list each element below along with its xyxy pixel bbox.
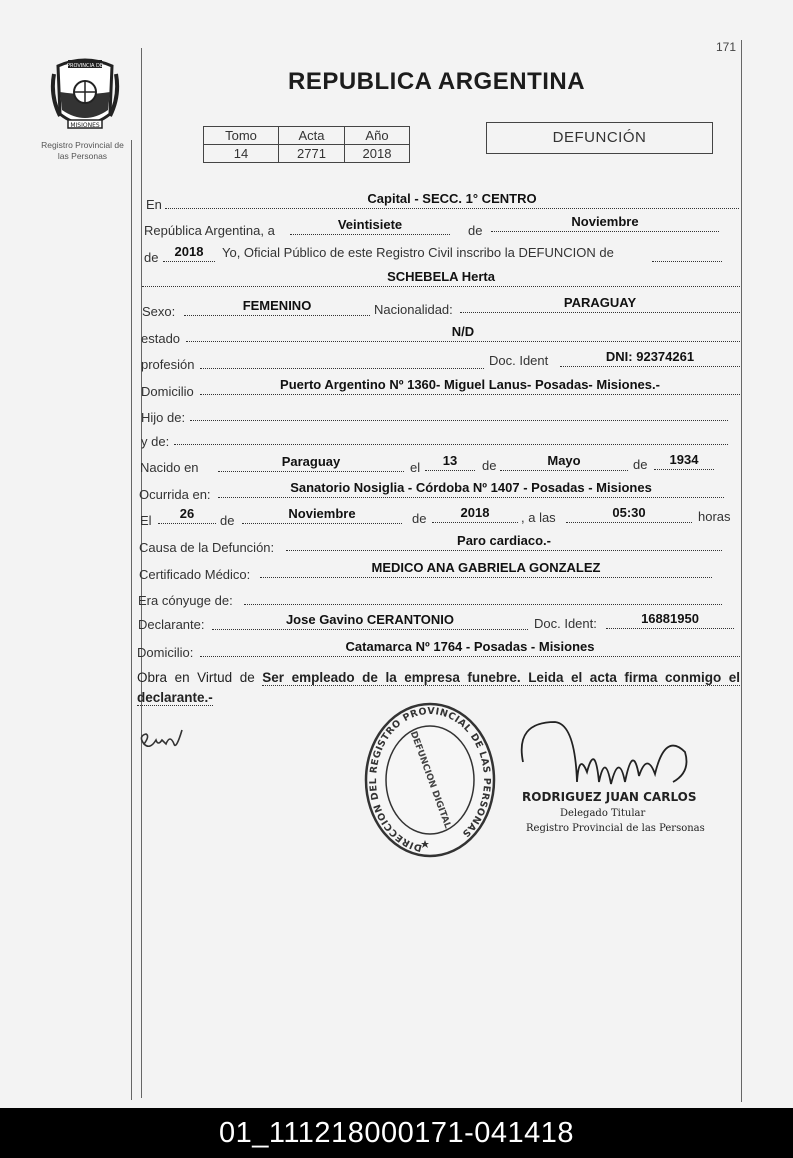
en-label: En [146,197,162,212]
hijo-label: Hijo de: [141,410,186,425]
birth-day-field: 13 [425,454,475,471]
obra-value: Ser empleado de la empresa funebre. Leida el acta firma conmigo el declarante.- [137,670,740,705]
estado-field: N/D [186,325,740,342]
de-label-2: de [144,250,159,265]
de-label-5: de [220,513,235,528]
profesion-field [200,352,484,369]
doc-label: Doc. Ident [489,353,549,368]
declarante-field: Jose Gavino CERANTONIO [212,613,528,630]
death-year-field: 2018 [432,506,518,523]
nacionalidad-field: PARAGUAY [460,296,740,313]
svg-text:DIRECCION DEL REGISTRO PROVINC: DIRECCION DEL REGISTRO PROVINCIAL DE LAS PERSONAS [368,705,493,854]
el-label-2: El [140,513,152,528]
death-month-field: Noviembre [242,507,402,524]
de-label-3: de [482,458,497,473]
right-margin-line [741,40,742,1102]
death-day-field: 26 [158,507,216,524]
conyuge-field [244,588,722,605]
republica-label: República Argentina, a [144,223,275,238]
page-number: 171 [716,40,737,54]
nacionalidad-label: Nacionalidad: [374,302,453,317]
header-acta: Acta [279,127,345,145]
yde-label: y de: [141,434,170,449]
handwritten-initials [136,722,196,756]
nacido-en-field: Paraguay [218,455,404,472]
estado-label: estado [141,331,181,346]
signatory-role: Delegado Titular [560,808,646,819]
certificado-label: Certificado Médico: [139,567,251,582]
obra-prefix: Obra en Virtud de [137,670,255,685]
el-label: el [410,460,421,475]
causa-label: Causa de la Defunción: [139,540,275,555]
declarante-label: Declarante: [138,617,205,632]
sexo-label: Sexo: [142,304,176,319]
year-field: 2018 [163,245,215,262]
birth-month-field: Mayo [500,454,628,471]
place-field: Capital - SECC. 1° CENTRO [165,192,739,209]
doc-field: DNI: 92374261 [560,350,740,367]
hijo-field [190,404,728,421]
header-anio: Año [345,127,410,145]
doc2-label: Doc. Ident: [534,616,597,631]
document-title: REPUBLICA ARGENTINA [288,68,586,95]
domicilio2-field: Catamarca Nº 1764 - Posadas - Misiones [200,640,740,657]
registry-name: Registro Provincial de las Personas [41,140,124,161]
province-seal-logo [50,56,120,132]
svg-text:DEFUNCION DIGITAL: DEFUNCION DIGITAL [407,730,453,830]
profesion-label: profesión [141,357,195,372]
yde-field [174,428,728,445]
signature-scrawl [515,712,695,802]
causa-field: Paro cardiaco.- [286,534,722,551]
official-stamp [362,700,498,860]
svg-text:PROVINCIA DE: PROVINCIA DE [67,63,103,69]
birth-year-field: 1934 [654,453,714,470]
inner-margin-line [131,140,132,1100]
domicilio-label: Domicilio [141,384,194,399]
death-time-field: 05:30 [566,506,692,523]
value-tomo: 14 [204,145,279,163]
month-text-field: Noviembre [491,215,719,232]
record-table-values [204,145,410,163]
de-label: de [468,223,483,238]
domicilio2-label: Domicilio: [137,645,194,660]
ocurrida-field: Sanatorio Nosiglia - Córdoba Nº 1407 - Posadas - Misiones [218,481,724,498]
svg-text:MISIONES: MISIONES [70,122,100,129]
horas-label: horas [698,509,731,524]
de-label-4: de [633,457,648,472]
value-anio: 2018 [345,145,410,163]
nacido-label: Nacido en [140,460,199,475]
record-table-header [204,127,410,145]
ocurrida-label: Ocurrida en: [139,487,211,502]
footer-code-bar: 01_111218000171-041418 [0,1108,793,1158]
day-text-field: Veintisiete [290,218,450,235]
de-label-6: de [412,511,427,526]
signatory-org: Registro Provincial de las Personas [526,823,705,834]
record-type-box: DEFUNCIÓN [486,122,713,154]
alas-label: , a las [521,510,556,525]
signatory-name: RODRIGUEZ JUAN CARLOS [522,790,697,804]
intro-text: Yo, Oficial Público de este Registro Civil inscribo la DEFUNCION de [222,245,614,260]
domicilio-field: Puerto Argentino Nº 1360- Miguel Lanus- Posadas- Misiones.- [200,378,740,395]
header-tomo: Tomo [204,127,279,145]
record-table [203,126,410,163]
intro-trailing-field [652,245,722,262]
deceased-name-field: SCHEBELA Herta [142,270,740,287]
certificado-field: MEDICO ANA GABRIELA GONZALEZ [260,561,712,578]
sexo-field: FEMENINO [184,299,370,316]
doc2-field: 16881950 [606,612,734,629]
value-acta: 2771 [279,145,345,163]
conyuge-label: Era cónyuge de: [138,593,233,608]
